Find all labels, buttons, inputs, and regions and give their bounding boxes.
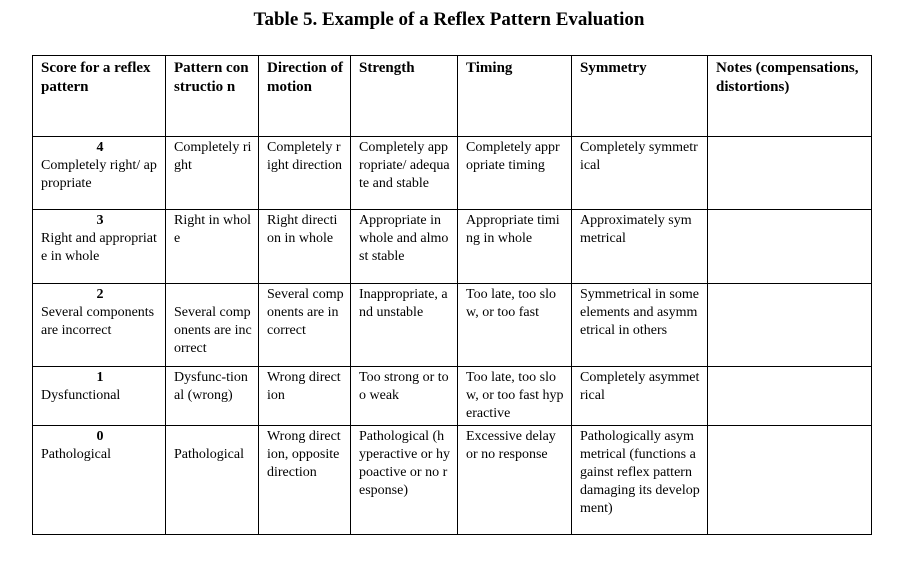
score-description: Several components are incorrect [41,305,155,338]
table-row [33,137,872,210]
notes-cell [708,426,872,535]
score-cell [33,367,166,426]
pattern-text: Pathological [174,447,244,462]
score-cell [33,284,166,367]
score-cell [33,426,166,535]
score-description: Pathological [41,447,111,462]
strength-cell: Too strong or too weak [351,367,458,426]
notes-cell [708,284,872,367]
reflex-evaluation-table [32,55,872,535]
score-cell [33,137,166,210]
timing-cell: Too late, too slow, or too fast hyperactive [458,367,572,426]
score-description: Completely right/ appropriate [41,158,157,191]
pattern-cell [166,426,259,535]
table-row [33,284,872,367]
symmetry-cell: Completely asymmetrical [572,367,708,426]
score-number: 1 [96,370,104,385]
header-symmetry: Symmetry [572,56,708,137]
pattern-cell: Completely right [166,137,259,210]
strength-cell: Completely appropriate/ adequate and stable [351,137,458,210]
score-number: 3 [96,213,104,228]
pattern-cell: Dysfunc-tional (wrong) [166,367,259,426]
header-score: Score for a reflex pattern [33,56,166,137]
pattern-cell [166,284,259,367]
score-number: 2 [96,287,104,302]
notes-cell [708,137,872,210]
header-pattern-construction: Pattern constructio n [166,56,259,137]
table-row [33,210,872,284]
header-strength: Strength [351,56,458,137]
header-timing: Timing [458,56,572,137]
strength-cell: Pathological (hyperactive or hypoactive or no response) [351,426,458,535]
timing-cell: Appropriate timing in whole [458,210,572,284]
header-notes: Notes (compensations, distortions) [708,56,872,137]
score-cell [33,210,166,284]
timing-cell: Completely appropriate timing [458,137,572,210]
table-row [33,367,872,426]
timing-cell: Too late, too slow, or too fast [458,284,572,367]
table-row [33,426,872,535]
direction-cell: Several components are incorrect [259,284,351,367]
timing-cell: Excessive delay or no response [458,426,572,535]
score-number: 4 [96,140,104,155]
symmetry-cell: Pathologically asymmetrical (functions against reflex pattern damaging its development) [572,426,708,535]
score-description: Dysfunctional [41,388,121,403]
score-description: Right and appropriate in whole [41,231,157,264]
symmetry-cell: Symmetrical in some elements and asymmetrical in others [572,284,708,367]
strength-cell: Appropriate in whole and almost stable [351,210,458,284]
table-title: Table 5. Example of a Reflex Pattern Evaluation [253,9,645,30]
score-number: 0 [96,429,104,444]
symmetry-cell: Approximately symmetrical [572,210,708,284]
pattern-text: Several components are incorrect [174,305,252,356]
symmetry-cell: Completely symmetrical [572,137,708,210]
notes-cell [708,367,872,426]
direction-cell: Right direction in whole [259,210,351,284]
header-row [33,56,872,137]
direction-cell: Wrong direction [259,367,351,426]
direction-cell: Completely right direction [259,137,351,210]
header-direction: Direction of motion [259,56,351,137]
strength-cell: Inappropriate, and unstable [351,284,458,367]
pattern-cell: Right in whole [166,210,259,284]
notes-cell [708,210,872,284]
direction-cell: Wrong direction, opposite direction [259,426,351,535]
